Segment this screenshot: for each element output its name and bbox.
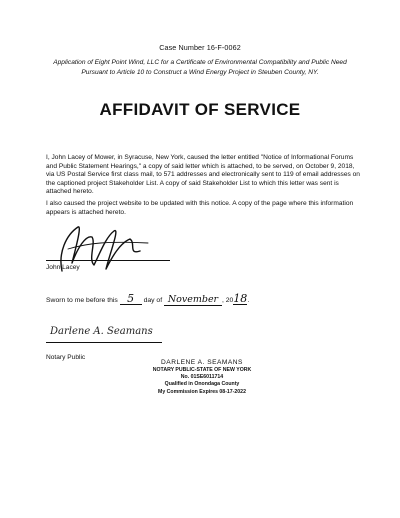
sworn-month: November <box>164 295 222 306</box>
sworn-year-prefix: , 20 <box>221 297 234 304</box>
sworn-prefix: Sworn to me before this <box>46 297 118 304</box>
application-line-1: Application of Eight Point Wind, LLC for a Certificate of Environmental Compatibility and Public Need <box>53 59 347 66</box>
application-caption <box>40 58 360 78</box>
body-paragraph-2: I also caused the project website to be updated with this notice. A copy of the page where this information appears is attached hereto. <box>46 200 354 216</box>
sworn-day: 5 <box>120 294 142 305</box>
stamp-line-1: NOTARY PUBLIC-STATE OF NEW YORK <box>152 367 252 373</box>
stamp-line-4: My Commission Expires 08-17-2022 <box>158 388 246 395</box>
notary-signature-line <box>46 342 162 343</box>
stamp-line-2: No. 01SE6011714 <box>180 374 224 381</box>
stamp-name: DARLENE A. SEAMANS <box>161 359 243 366</box>
sworn-year: 18 <box>233 292 248 305</box>
case-number: Case Number 16-F-0062 <box>159 43 241 52</box>
signature-line <box>46 260 170 261</box>
stamp-line-3: Qualified in Onondaga County <box>164 381 240 388</box>
notary-signature: Darlene A. Seamans <box>50 326 153 337</box>
sworn-end: . <box>247 297 250 304</box>
signer-name: John Lacey <box>46 264 80 271</box>
sworn-statement <box>46 294 249 306</box>
body-paragraph-1: I, John Lacey of Mower, in Syracuse, New York, caused the letter entitled "Notice of Informational Forums and Public Statement Hearings," a copy of said letter which is attached, to be served, on October 9, 2018, via US Postal Service first class mail, to 571 addresses and electronically sent to 119 of email addresses on the captioned project Stakeholder List. A copy of said Stakeholder List to which this letter was sent is attached hereto. <box>46 154 360 196</box>
sworn-day-word: day of <box>143 297 163 304</box>
notary-label: Notary Public <box>46 354 86 361</box>
document-title: AFFIDAVIT OF SERVICE <box>99 100 301 119</box>
application-line-2: Pursuant to Article 10 to Construct a Wind Energy Project in Steuben County, NY. <box>81 69 319 76</box>
notary-stamp <box>132 358 272 396</box>
